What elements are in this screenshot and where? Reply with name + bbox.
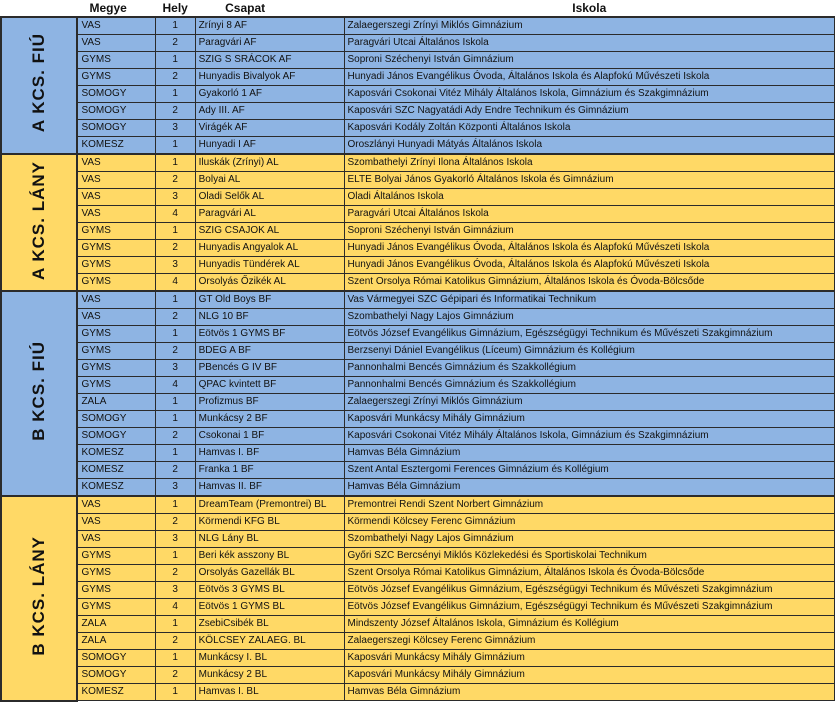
table-row <box>1 206 835 223</box>
hely-cell[interactable]: 3 <box>155 531 195 548</box>
table-row <box>1 411 835 428</box>
megye-cell[interactable]: VAS <box>77 206 155 223</box>
iskola-cell[interactable]: Eötvös József Evangélikus Gimnázium, Egészségügyi Technikum és Művészeti Szakgimnázium <box>344 326 835 343</box>
megye-cell[interactable]: GYMS <box>77 343 155 360</box>
iskola-cell[interactable]: Szombathelyi Zrínyi Ilona Általános Iskola <box>344 154 835 172</box>
hely-cell[interactable]: 4 <box>155 599 195 616</box>
csapat-cell[interactable]: BDEG A BF <box>195 343 344 360</box>
iskola-cell[interactable]: Paragvári Utcai Általános Iskola <box>344 206 835 223</box>
table-row <box>1 103 835 120</box>
csapat-cell[interactable]: Hamvas II. BF <box>195 479 344 497</box>
hely-cell[interactable]: 4 <box>155 274 195 292</box>
hely-cell[interactable]: 2 <box>155 69 195 86</box>
hely-cell[interactable]: 2 <box>155 667 195 684</box>
iskola-cell[interactable]: Zalaegerszegi Kölcsey Ferenc Gimnázium <box>344 633 835 650</box>
megye-cell[interactable]: GYMS <box>77 69 155 86</box>
csapat-cell[interactable]: Profizmus BF <box>195 394 344 411</box>
megye-cell[interactable]: ZALA <box>77 633 155 650</box>
csapat-cell[interactable]: Beri kék asszony BL <box>195 548 344 565</box>
iskola-cell[interactable]: Oladi Általános Iskola <box>344 189 835 206</box>
table-row <box>1 360 835 377</box>
table-row <box>1 428 835 445</box>
table-row <box>1 189 835 206</box>
csapat-cell[interactable]: Hunyadi I AF <box>195 137 344 155</box>
iskola-cell[interactable]: Szombathelyi Nagy Lajos Gimnázium <box>344 531 835 548</box>
hely-cell[interactable]: 3 <box>155 189 195 206</box>
megye-cell[interactable]: GYMS <box>77 599 155 616</box>
group-label-cell[interactable] <box>1 17 77 154</box>
iskola-cell[interactable]: Kaposvári Csokonai Vitéz Mihály Általános Iskola, Gimnázium és Szakgimnázium <box>344 86 835 103</box>
hely-cell[interactable]: 3 <box>155 479 195 497</box>
csapat-cell[interactable]: KÖLCSEY ZALAEG. BL <box>195 633 344 650</box>
table-row <box>1 377 835 394</box>
megye-cell[interactable]: KOMESZ <box>77 684 155 701</box>
table-row <box>1 52 835 69</box>
iskola-cell[interactable]: Hunyadi János Evangélikus Óvoda, Általános Iskola és Alapfokú Művészeti Iskola <box>344 240 835 257</box>
iskola-cell[interactable]: Kaposvári Munkácsy Mihály Gimnázium <box>344 667 835 684</box>
iskola-cell[interactable]: Pannonhalmi Bencés Gimnázium és Szakkollégium <box>344 377 835 394</box>
iskola-cell[interactable]: Hamvas Béla Gimnázium <box>344 445 835 462</box>
megye-cell[interactable]: GYMS <box>77 326 155 343</box>
hely-cell[interactable]: 1 <box>155 650 195 667</box>
table-row <box>1 514 835 531</box>
table-row <box>1 240 835 257</box>
hely-cell[interactable]: 2 <box>155 428 195 445</box>
iskola-cell[interactable]: ELTE Bolyai János Gyakorló Általános Iskola és Gimnázium <box>344 172 835 189</box>
table-row <box>1 548 835 565</box>
hely-cell[interactable]: 2 <box>155 35 195 52</box>
header-csapat[interactable]: Csapat <box>195 0 344 17</box>
iskola-cell[interactable]: Kaposvári Munkácsy Mihály Gimnázium <box>344 411 835 428</box>
csapat-cell[interactable]: Munkácsy I. BL <box>195 650 344 667</box>
csapat-cell[interactable]: Hunyadis Angyalok AL <box>195 240 344 257</box>
megye-cell[interactable]: VAS <box>77 172 155 189</box>
csapat-cell[interactable]: Ady III. AF <box>195 103 344 120</box>
table-row <box>1 154 835 172</box>
header-group-blank <box>1 0 77 17</box>
iskola-cell[interactable]: Zalaegerszegi Zrínyi Miklós Gimnázium <box>344 17 835 35</box>
table-row <box>1 479 835 497</box>
megye-cell[interactable]: GYMS <box>77 360 155 377</box>
iskola-cell[interactable]: Kaposvári Munkácsy Mihály Gimnázium <box>344 650 835 667</box>
iskola-cell[interactable]: Premontrei Rendi Szent Norbert Gimnázium <box>344 496 835 514</box>
iskola-cell[interactable]: Szombathelyi Nagy Lajos Gimnázium <box>344 309 835 326</box>
megye-cell[interactable]: GYMS <box>77 274 155 292</box>
csapat-cell[interactable]: Hunyadis Bivalyok AF <box>195 69 344 86</box>
iskola-cell[interactable]: Pannonhalmi Bencés Gimnázium és Szakkollégium <box>344 360 835 377</box>
hely-cell[interactable]: 1 <box>155 496 195 514</box>
megye-cell[interactable]: KOMESZ <box>77 137 155 155</box>
megye-cell[interactable]: VAS <box>77 309 155 326</box>
megye-cell[interactable]: VAS <box>77 291 155 309</box>
hely-cell[interactable]: 1 <box>155 394 195 411</box>
table-row <box>1 257 835 274</box>
csapat-cell[interactable]: Paragvári AL <box>195 206 344 223</box>
hely-cell[interactable]: 2 <box>155 309 195 326</box>
megye-cell[interactable]: VAS <box>77 35 155 52</box>
hely-cell[interactable]: 2 <box>155 565 195 582</box>
csapat-cell[interactable]: NLG 10 BF <box>195 309 344 326</box>
table-row <box>1 445 835 462</box>
csapat-cell[interactable]: Hamvas I. BF <box>195 445 344 462</box>
megye-cell[interactable]: VAS <box>77 189 155 206</box>
megye-cell[interactable]: GYMS <box>77 582 155 599</box>
group-label: B KCS. LÁNY <box>29 535 49 656</box>
csapat-cell[interactable]: SZIG CSAJOK AL <box>195 223 344 240</box>
csapat-cell[interactable]: ZsebiCsibék BL <box>195 616 344 633</box>
iskola-cell[interactable]: Győri SZC Bercsényi Miklós Közlekedési és Sportiskolai Technikum <box>344 548 835 565</box>
iskola-cell[interactable]: Hunyadi János Evangélikus Óvoda, Általános Iskola és Alapfokú Művészeti Iskola <box>344 69 835 86</box>
hely-cell[interactable]: 2 <box>155 462 195 479</box>
table-row <box>1 69 835 86</box>
iskola-cell[interactable]: Vas Vármegyei SZC Gépipari és Informatikai Technikum <box>344 291 835 309</box>
hely-cell[interactable]: 1 <box>155 326 195 343</box>
csapat-cell[interactable]: Orsolyás Őzikék AL <box>195 274 344 292</box>
megye-cell[interactable]: KOMESZ <box>77 479 155 497</box>
megye-cell[interactable]: GYMS <box>77 377 155 394</box>
csapat-cell[interactable]: Körmendi KFG BL <box>195 514 344 531</box>
table-row <box>1 684 835 701</box>
table-row <box>1 291 835 309</box>
iskola-cell[interactable]: Hamvas Béla Gimnázium <box>344 684 835 701</box>
iskola-cell[interactable]: Paragvári Utcai Általános Iskola <box>344 35 835 52</box>
megye-cell[interactable]: KOMESZ <box>77 445 155 462</box>
megye-cell[interactable]: VAS <box>77 154 155 172</box>
header-megye[interactable]: Megye <box>77 0 155 17</box>
csapat-cell[interactable]: Iluskák (Zrínyi) AL <box>195 154 344 172</box>
csapat-cell[interactable]: Csokonai 1 BF <box>195 428 344 445</box>
iskola-cell[interactable]: Mindszenty József Általános Iskola, Gimnázium és Kollégium <box>344 616 835 633</box>
megye-cell[interactable]: GYMS <box>77 257 155 274</box>
iskola-cell[interactable]: Soproni Széchenyi István Gimnázium <box>344 52 835 69</box>
group-label: A KCS. FIÚ <box>29 33 49 133</box>
group-label-cell[interactable] <box>1 154 77 291</box>
megye-cell[interactable]: ZALA <box>77 394 155 411</box>
hely-cell[interactable]: 1 <box>155 137 195 155</box>
csapat-cell[interactable]: Paragvári AF <box>195 35 344 52</box>
hely-cell[interactable]: 1 <box>155 445 195 462</box>
iskola-cell[interactable]: Szent Orsolya Római Katolikus Gimnázium, Általános Iskola és Óvoda-Bölcsőde <box>344 274 835 292</box>
csapat-cell[interactable]: Bolyai AL <box>195 172 344 189</box>
hely-cell[interactable]: 3 <box>155 120 195 137</box>
table-row <box>1 35 835 52</box>
table-row <box>1 120 835 137</box>
table-row <box>1 496 835 514</box>
megye-cell[interactable]: VAS <box>77 514 155 531</box>
megye-cell[interactable]: VAS <box>77 17 155 35</box>
table-row <box>1 137 835 155</box>
hely-cell[interactable]: 1 <box>155 52 195 69</box>
group-label-cell[interactable] <box>1 496 77 701</box>
hely-cell[interactable]: 4 <box>155 206 195 223</box>
iskola-cell[interactable]: Eötvös József Evangélikus Gimnázium, Egészségügyi Technikum és Művészeti Szakgimnázium <box>344 582 835 599</box>
table-row <box>1 565 835 582</box>
hely-cell[interactable]: 1 <box>155 86 195 103</box>
csapat-cell[interactable]: Eötvös 3 GYMS BL <box>195 582 344 599</box>
table-row <box>1 86 835 103</box>
iskola-cell[interactable]: Zalaegerszegi Zrínyi Miklós Gimnázium <box>344 394 835 411</box>
table-row <box>1 343 835 360</box>
hely-cell[interactable]: 1 <box>155 548 195 565</box>
iskola-cell[interactable]: Kaposvári Csokonai Vitéz Mihály Általános Iskola, Gimnázium és Szakgimnázium <box>344 428 835 445</box>
megye-cell[interactable]: SOMOGY <box>77 120 155 137</box>
megye-cell[interactable]: SOMOGY <box>77 86 155 103</box>
hely-cell[interactable]: 3 <box>155 582 195 599</box>
table-row <box>1 582 835 599</box>
hely-cell[interactable]: 1 <box>155 411 195 428</box>
megye-cell[interactable]: GYMS <box>77 548 155 565</box>
hely-cell[interactable]: 2 <box>155 240 195 257</box>
megye-cell[interactable]: ZALA <box>77 616 155 633</box>
csapat-cell[interactable]: Eötvös 1 GYMS BF <box>195 326 344 343</box>
iskola-cell[interactable]: Soproni Széchenyi István Gimnázium <box>344 223 835 240</box>
iskola-cell[interactable]: Hamvas Béla Gimnázium <box>344 479 835 497</box>
hely-cell[interactable]: 1 <box>155 684 195 701</box>
iskola-cell[interactable]: Kaposvári Kodály Zoltán Központi Általános Iskola <box>344 120 835 137</box>
header-row <box>1 0 835 17</box>
table-row <box>1 599 835 616</box>
table-row <box>1 309 835 326</box>
iskola-cell[interactable]: Kaposvári SZC Nagyatádi Ady Endre Technikum és Gimnázium <box>344 103 835 120</box>
hely-cell[interactable]: 2 <box>155 633 195 650</box>
iskola-cell[interactable]: Hunyadi János Evangélikus Óvoda, Általános Iskola és Alapfokú Művészeti Iskola <box>344 257 835 274</box>
megye-cell[interactable]: SOMOGY <box>77 428 155 445</box>
iskola-cell[interactable]: Szent Orsolya Római Katolikus Gimnázium, Általános Iskola és Óvoda-Bölcsőde <box>344 565 835 582</box>
csapat-cell[interactable]: NLG Lány BL <box>195 531 344 548</box>
header-iskola[interactable]: Iskola <box>344 0 835 17</box>
group-label: A KCS. LÁNY <box>29 160 49 280</box>
megye-cell[interactable]: SOMOGY <box>77 650 155 667</box>
hely-cell[interactable]: 2 <box>155 103 195 120</box>
iskola-cell[interactable]: Szent Antal Esztergomi Ferences Gimnázium és Kollégium <box>344 462 835 479</box>
csapat-cell[interactable]: Gyakorló 1 AF <box>195 86 344 103</box>
header-hely[interactable]: Hely <box>155 0 195 17</box>
table-row <box>1 667 835 684</box>
csapat-cell[interactable]: Franka 1 BF <box>195 462 344 479</box>
csapat-cell[interactable]: DreamTeam (Premontrei) BL <box>195 496 344 514</box>
table-row <box>1 17 835 35</box>
hely-cell[interactable]: 3 <box>155 360 195 377</box>
hely-cell[interactable]: 1 <box>155 154 195 172</box>
megye-cell[interactable]: SOMOGY <box>77 411 155 428</box>
hely-cell[interactable]: 1 <box>155 17 195 35</box>
megye-cell[interactable]: GYMS <box>77 223 155 240</box>
megye-cell[interactable]: KOMESZ <box>77 462 155 479</box>
table-row <box>1 172 835 189</box>
group-label: B KCS. FIÚ <box>29 341 49 441</box>
megye-cell[interactable]: VAS <box>77 496 155 514</box>
megye-cell[interactable]: GYMS <box>77 240 155 257</box>
csapat-cell[interactable]: Zrínyi 8 AF <box>195 17 344 35</box>
hely-cell[interactable]: 3 <box>155 257 195 274</box>
csapat-cell[interactable]: Munkácsy 2 BF <box>195 411 344 428</box>
megye-cell[interactable]: SOMOGY <box>77 667 155 684</box>
csapat-cell[interactable]: GT Old Boys BF <box>195 291 344 309</box>
hely-cell[interactable]: 2 <box>155 514 195 531</box>
megye-cell[interactable]: SOMOGY <box>77 103 155 120</box>
table-row <box>1 650 835 667</box>
group-label-cell[interactable] <box>1 291 77 496</box>
csapat-cell[interactable]: Virágék AF <box>195 120 344 137</box>
table-row <box>1 616 835 633</box>
csapat-cell[interactable]: Orsolyás Gazellák BL <box>195 565 344 582</box>
megye-cell[interactable]: GYMS <box>77 52 155 69</box>
csapat-cell[interactable]: Munkácsy 2 BL <box>195 667 344 684</box>
csapat-cell[interactable]: Oladi Selők AL <box>195 189 344 206</box>
csapat-cell[interactable]: SZIG S SRÁCOK AF <box>195 52 344 69</box>
table-row <box>1 274 835 292</box>
hely-cell[interactable]: 1 <box>155 616 195 633</box>
table-row <box>1 462 835 479</box>
csapat-cell[interactable]: QPAC kvintett BF <box>195 377 344 394</box>
iskola-cell[interactable]: Oroszlányi Hunyadi Mátyás Általános Iskola <box>344 137 835 155</box>
csapat-cell[interactable]: Hamvas I. BL <box>195 684 344 701</box>
hely-cell[interactable]: 2 <box>155 343 195 360</box>
hely-cell[interactable]: 4 <box>155 377 195 394</box>
table-row <box>1 633 835 650</box>
table-row <box>1 531 835 548</box>
megye-cell[interactable]: GYMS <box>77 565 155 582</box>
csapat-cell[interactable]: Hunyadis Tündérek AL <box>195 257 344 274</box>
csapat-cell[interactable]: Eötvös 1 GYMS BL <box>195 599 344 616</box>
hely-cell[interactable]: 1 <box>155 223 195 240</box>
csapat-cell[interactable]: PBencés G IV BF <box>195 360 344 377</box>
table-row <box>1 394 835 411</box>
hely-cell[interactable]: 1 <box>155 291 195 309</box>
table-body <box>1 17 835 701</box>
table-row <box>1 326 835 343</box>
iskola-cell[interactable]: Körmendi Kölcsey Ferenc Gimnázium <box>344 514 835 531</box>
iskola-cell[interactable]: Eötvös József Evangélikus Gimnázium, Egészségügyi Technikum és Művészeti Szakgimnázium <box>344 599 835 616</box>
hely-cell[interactable]: 2 <box>155 172 195 189</box>
iskola-cell[interactable]: Berzsenyi Dániel Evangélikus (Líceum) Gimnázium és Kollégium <box>344 343 835 360</box>
megye-cell[interactable]: VAS <box>77 531 155 548</box>
table-row <box>1 223 835 240</box>
